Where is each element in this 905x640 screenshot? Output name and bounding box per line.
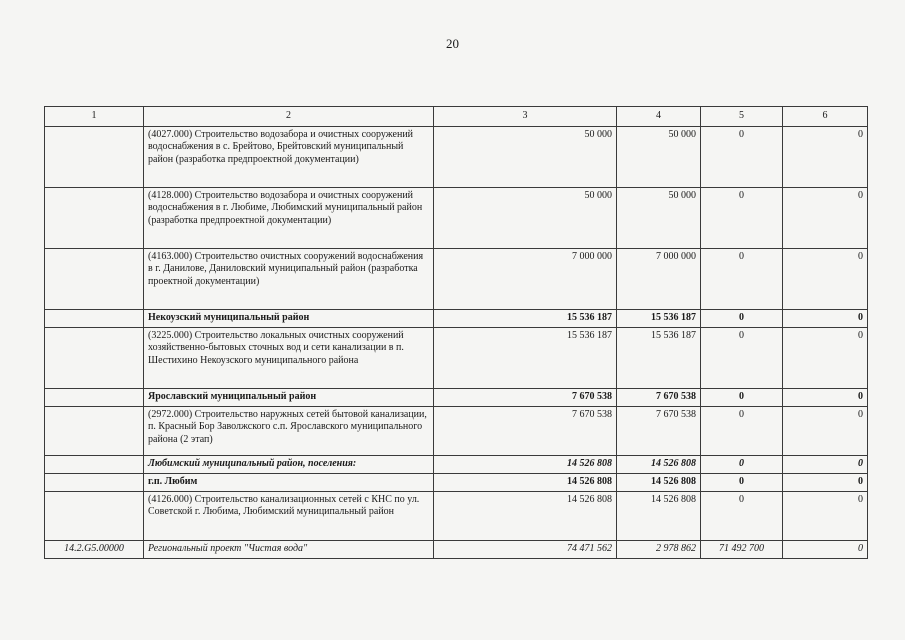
table-row <box>45 188 868 249</box>
code-cell <box>45 492 144 541</box>
column-number: 1 <box>45 107 144 127</box>
name-cell: (4027.000) Строительство водозабора и очистных сооружений водоснабжения в с. Брейтово, Брейтовский муниципальный район (разработка предпроектной документации) <box>144 127 434 188</box>
column-number: 2 <box>144 107 434 127</box>
table-row <box>45 492 868 541</box>
amount-other-cell: 0 <box>783 389 868 407</box>
amount-regional-cell: 14 526 808 <box>617 474 701 492</box>
amount-regional-cell: 7 670 538 <box>617 407 701 456</box>
table-row <box>45 389 868 407</box>
amount-federal-cell: 0 <box>701 127 783 188</box>
amount-total-cell: 7 670 538 <box>434 389 617 407</box>
code-cell <box>45 249 144 310</box>
name-cell: Некоузский муниципальный район <box>144 310 434 328</box>
amount-regional-cell: 7 000 000 <box>617 249 701 310</box>
code-cell <box>45 456 144 474</box>
table-row <box>45 310 868 328</box>
amount-total-cell: 74 471 562 <box>434 541 617 559</box>
name-cell: Любимский муниципальный район, поселения: <box>144 456 434 474</box>
column-number: 4 <box>617 107 701 127</box>
name-cell: (2972.000) Строительство наружных сетей бытовой канализации, п. Красный Бор Заволжского с.п. Ярославского муниципального района (2 этап) <box>144 407 434 456</box>
amount-regional-cell: 14 526 808 <box>617 456 701 474</box>
amount-total-cell: 14 526 808 <box>434 474 617 492</box>
page-number: 20 <box>446 36 459 51</box>
amount-other-cell: 0 <box>783 407 868 456</box>
code-cell <box>45 474 144 492</box>
amount-other-cell: 0 <box>783 188 868 249</box>
code-cell <box>45 328 144 389</box>
amount-total-cell: 15 536 187 <box>434 310 617 328</box>
amount-regional-cell: 14 526 808 <box>617 492 701 541</box>
amount-regional-cell: 50 000 <box>617 188 701 249</box>
amount-total-cell: 50 000 <box>434 188 617 249</box>
budget-table <box>44 106 868 559</box>
code-cell <box>45 407 144 456</box>
amount-other-cell: 0 <box>783 456 868 474</box>
name-cell: (4126.000) Строительство канализационных сетей с КНС по ул. Советской г. Любима, Любимский муниципальный район <box>144 492 434 541</box>
amount-federal-cell: 0 <box>701 328 783 389</box>
code-cell <box>45 188 144 249</box>
amount-federal-cell: 0 <box>701 310 783 328</box>
amount-regional-cell: 7 670 538 <box>617 389 701 407</box>
amount-other-cell: 0 <box>783 328 868 389</box>
amount-federal-cell: 0 <box>701 492 783 541</box>
table-row <box>45 328 868 389</box>
amount-regional-cell: 15 536 187 <box>617 328 701 389</box>
code-cell <box>45 127 144 188</box>
name-cell: Ярославский муниципальный район <box>144 389 434 407</box>
code-cell <box>45 310 144 328</box>
code-cell: 14.2.G5.00000 <box>45 541 144 559</box>
amount-other-cell: 0 <box>783 310 868 328</box>
table-row <box>45 456 868 474</box>
amount-federal-cell: 0 <box>701 474 783 492</box>
amount-other-cell: 0 <box>783 249 868 310</box>
table-row <box>45 249 868 310</box>
amount-federal-cell: 0 <box>701 389 783 407</box>
amount-total-cell: 14 526 808 <box>434 456 617 474</box>
amount-total-cell: 14 526 808 <box>434 492 617 541</box>
amount-total-cell: 50 000 <box>434 127 617 188</box>
amount-regional-cell: 15 536 187 <box>617 310 701 328</box>
amount-other-cell: 0 <box>783 541 868 559</box>
name-cell: (4128.000) Строительство водозабора и очистных сооружений водоснабжения в г. Любиме, Любимский муниципальный район (разработка предпроектной документации) <box>144 188 434 249</box>
column-number: 6 <box>783 107 868 127</box>
amount-federal-cell: 0 <box>701 188 783 249</box>
amount-regional-cell: 50 000 <box>617 127 701 188</box>
table-body <box>45 107 868 559</box>
amount-other-cell: 0 <box>783 492 868 541</box>
amount-total-cell: 15 536 187 <box>434 328 617 389</box>
name-cell: (3225.000) Строительство локальных очистных сооружений хозяйственно-бытовых сточных вод и сети канализации в п. Шестихино Некоузского муниципального района <box>144 328 434 389</box>
table-row <box>45 474 868 492</box>
table-row <box>45 407 868 456</box>
amount-federal-cell: 0 <box>701 456 783 474</box>
amount-total-cell: 7 670 538 <box>434 407 617 456</box>
amount-federal-cell: 0 <box>701 407 783 456</box>
amount-federal-cell: 71 492 700 <box>701 541 783 559</box>
amount-other-cell: 0 <box>783 474 868 492</box>
column-number-row <box>45 107 868 127</box>
name-cell: (4163.000) Строительство очистных сооружений водоснабжения в г. Данилове, Даниловский муниципальный район (разработка проектной документации) <box>144 249 434 310</box>
code-cell <box>45 389 144 407</box>
amount-total-cell: 7 000 000 <box>434 249 617 310</box>
amount-federal-cell: 0 <box>701 249 783 310</box>
name-cell: г.п. Любим <box>144 474 434 492</box>
column-number: 3 <box>434 107 617 127</box>
table-row <box>45 127 868 188</box>
amount-other-cell: 0 <box>783 127 868 188</box>
column-number: 5 <box>701 107 783 127</box>
table-row <box>45 541 868 559</box>
name-cell: Региональный проект "Чистая вода" <box>144 541 434 559</box>
amount-regional-cell: 2 978 862 <box>617 541 701 559</box>
